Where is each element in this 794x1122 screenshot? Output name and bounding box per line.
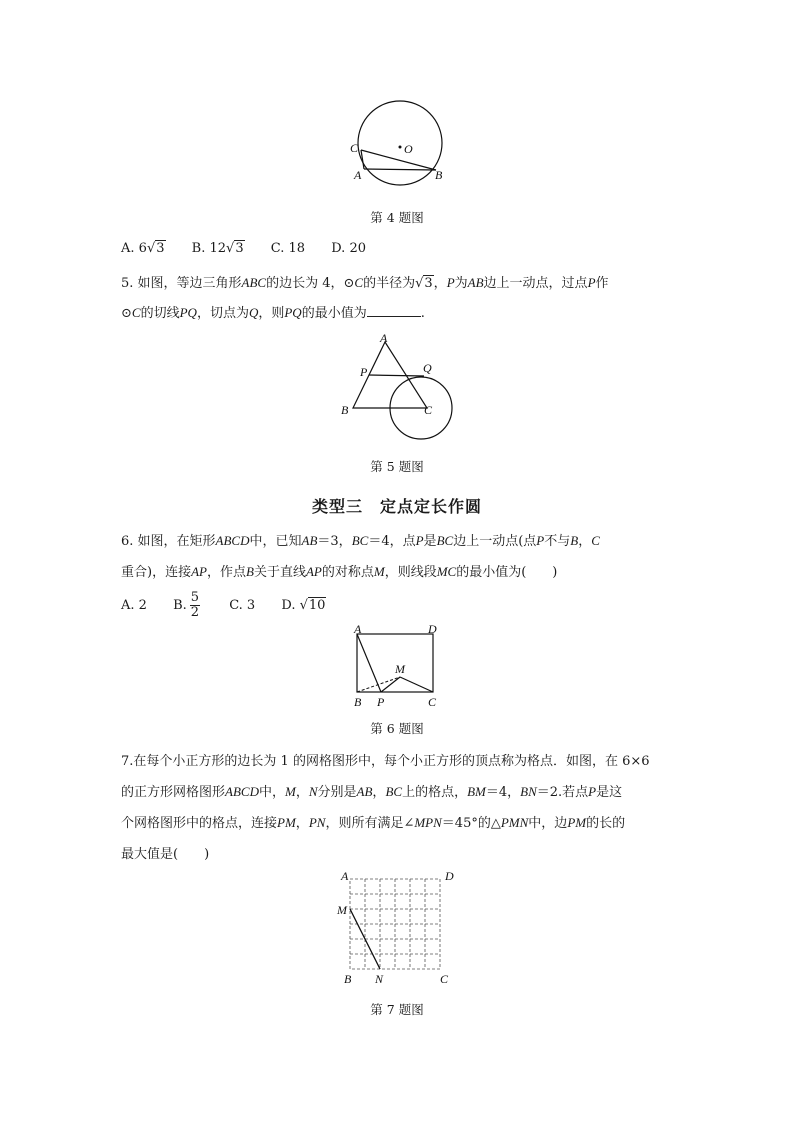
q6-text-line1: 6. 如图，在矩形ABCD中，已知AB＝3，BC＝4，点P是BC边上一动点(点P不与B，C: [121, 533, 600, 549]
q7-text-line3: 个网格图形中的格点，连接PM，PN，则所有满足∠MPN＝45°的△PMN中，边PM的长的: [121, 815, 626, 831]
q7-text-line4: 最大值是( ): [121, 847, 210, 862]
option-c[interactable]: C. 3: [229, 598, 256, 613]
options-q4: [121, 241, 388, 256]
label-b: B: [344, 972, 352, 986]
figure-q4: [340, 100, 460, 190]
option-d[interactable]: D. √10: [281, 598, 326, 613]
label-a: A: [341, 869, 349, 883]
grid-lines: [350, 879, 440, 969]
figure-q7: [333, 866, 463, 988]
tangent-pq: [369, 375, 424, 376]
label-c: C: [350, 141, 359, 155]
segment-mc: [400, 677, 433, 692]
label-p: P: [377, 695, 385, 709]
caption-q5: 第 5 题图: [370, 459, 424, 474]
label-a: A: [354, 622, 362, 636]
answer-blank[interactable]: [367, 304, 421, 317]
label-d: D: [445, 869, 454, 883]
figure-q6: [345, 622, 451, 714]
q5-text-line1: 5. 如图，等边三角形ABC的边长为 4，⊙C的半径为√3，P为AB边上一动点，过点P作: [121, 275, 609, 291]
option-b[interactable]: B. 12√3: [191, 241, 244, 256]
label-b: B: [354, 695, 362, 709]
option-d[interactable]: D. 20: [331, 241, 366, 256]
label-a: A: [380, 331, 388, 345]
q5-text-line2: ⊙C的切线PQ，切点为Q，则PQ的最小值为 .: [121, 305, 425, 321]
segment-bm-dashed: [357, 677, 400, 692]
label-c: C: [424, 403, 433, 417]
label-n: N: [375, 972, 384, 986]
caption-q4: 第 4 题图: [370, 210, 424, 225]
option-a[interactable]: A. 6√3: [121, 241, 165, 256]
label-b: B: [435, 168, 443, 182]
option-c[interactable]: C. 18: [270, 241, 306, 256]
option-a[interactable]: A. 2: [121, 598, 147, 613]
label-c: C: [428, 695, 437, 709]
label-a: A: [354, 168, 362, 182]
label-q: Q: [423, 361, 432, 375]
caption-q7: 第 7 题图: [370, 1002, 424, 1017]
segment-pm: [381, 677, 400, 692]
label-m: M: [395, 662, 405, 676]
circle-o: [358, 101, 442, 185]
caption-q6: 第 6 题图: [370, 721, 424, 736]
segment-ap: [357, 634, 381, 692]
label-c: C: [440, 972, 449, 986]
segment-ab: [364, 169, 436, 170]
q7-text-line2: 的正方形网格图形ABCD中，M，N分别是AB，BC上的格点，BM＝4，BN＝2.若点P是这: [121, 784, 623, 800]
q7-text-line1: 7.在每个小正方形的边长为 1 的网格图形中，每个小正方形的顶点称为格点．如图，在 6×6: [121, 754, 650, 769]
label-m: M: [337, 903, 347, 917]
options-q6: [121, 591, 348, 620]
q6-text-line2: 重合)，连接AP，作点B关于直线AP的对称点M，则线段MC的最小值为( ): [121, 564, 558, 580]
label-o: O: [404, 142, 413, 156]
label-p: P: [360, 365, 368, 379]
section-title: 类型三 定点定长作圆: [311, 497, 482, 516]
option-b[interactable]: B. $\frac{5}{2}$: [173, 590, 200, 620]
label-d: D: [428, 622, 437, 636]
label-b: B: [341, 403, 349, 417]
figure-q5: [335, 330, 465, 442]
segment-cb: [361, 150, 436, 170]
point-o: [399, 146, 402, 149]
